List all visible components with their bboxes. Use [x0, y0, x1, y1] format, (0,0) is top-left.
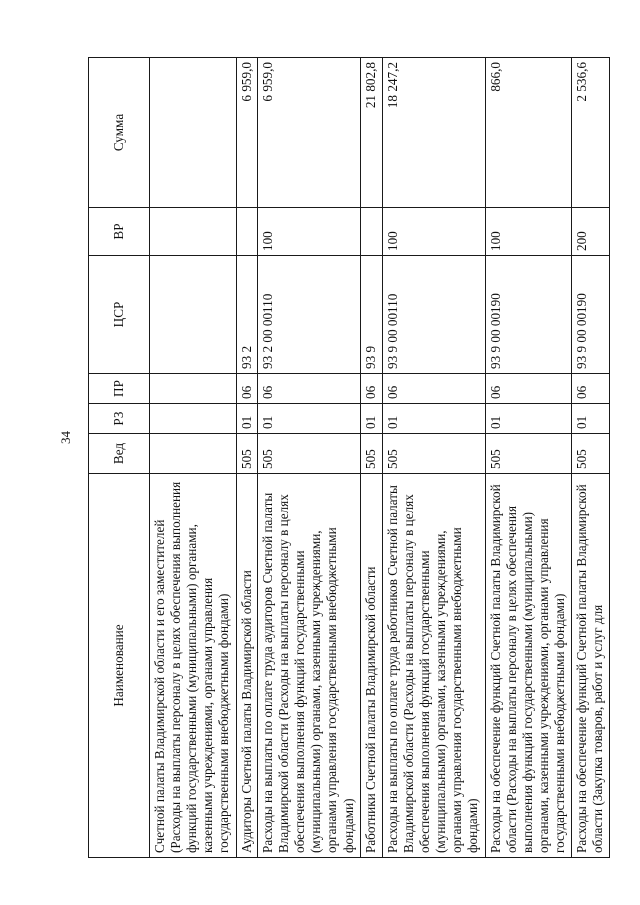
- cell-pr: 06: [236, 374, 257, 404]
- cell-name: Расходы на выплаты по оплате труда работников Счетной палаты Владимирской области (Расходы на выплаты персоналу в целях обеспечения выполнения функций государственными (муниципальными) органами, казенными учреждениями, органами управления государственными внебюджетными фондами): [382, 474, 485, 858]
- cell-csr: 93 2: [236, 256, 257, 374]
- header-vr: ВР: [89, 208, 150, 256]
- table-row: [236, 58, 257, 858]
- cell-rz: 01: [572, 404, 610, 434]
- cell-pr: 06: [258, 374, 361, 404]
- cell-csr: 93 2 00 00110: [258, 256, 361, 374]
- cell-rz: 01: [361, 404, 382, 434]
- header-ved: Вед: [89, 434, 150, 474]
- table-row: [258, 58, 361, 858]
- cell-csr: [150, 256, 237, 374]
- cell-name: Расходы на обеспечение функций Счетной палаты Владимирской области (Расходы на выплаты персоналу в целях обеспечения выполнения функций государственными (муниципальными) органами, казенными учреждениями, органами управления государственными внебюджетными фондами): [485, 474, 572, 858]
- cell-vr: [150, 208, 237, 256]
- page-number: 34: [58, 431, 73, 444]
- cell-ved: [150, 434, 237, 474]
- cell-ved: 505: [236, 434, 257, 474]
- cell-vr: 200: [572, 208, 610, 256]
- cell-vr: 100: [382, 208, 485, 256]
- table-row: [361, 58, 382, 858]
- cell-name: Расходы на обеспечение функций Счетной палаты Владимирской области (Закупка товаров, работ и услуг для: [572, 474, 610, 858]
- cell-sum: 2 536,6: [572, 58, 610, 208]
- cell-csr: 93 9 00 00110: [382, 256, 485, 374]
- cell-name: Расходы на выплаты по оплате труда аудиторов Счетной палаты Владимирской области (Расходы на выплаты персоналу в целях обеспечения выполнения функций государственными (муниципальными) органами, казенными учреждениями, органами управления государственными внебюджетными фондами): [258, 474, 361, 858]
- cell-sum: 6 959,0: [258, 58, 361, 208]
- table-row: [572, 58, 610, 858]
- cell-sum: 18 247,2: [382, 58, 485, 208]
- header-pr: ПР: [89, 374, 150, 404]
- cell-vr: 100: [485, 208, 572, 256]
- cell-pr: 06: [382, 374, 485, 404]
- budget-table: [88, 57, 610, 858]
- cell-ved: 505: [572, 434, 610, 474]
- rotated-table-container: [88, 58, 610, 858]
- header-rz: РЗ: [89, 404, 150, 434]
- header-sum: Сумма: [89, 58, 150, 208]
- table-row: [382, 58, 485, 858]
- cell-sum: [150, 58, 237, 208]
- cell-sum: 866,0: [485, 58, 572, 208]
- cell-csr: 93 9 00 00190: [572, 256, 610, 374]
- cell-rz: 01: [485, 404, 572, 434]
- table-row: [150, 58, 237, 858]
- cell-csr: 93 9 00 00190: [485, 256, 572, 374]
- cell-pr: 06: [572, 374, 610, 404]
- table-row: [485, 58, 572, 858]
- cell-name: Аудиторы Счетной палаты Владимирской области: [236, 474, 257, 858]
- cell-sum: 21 802,8: [361, 58, 382, 208]
- cell-rz: 01: [382, 404, 485, 434]
- table-header-row: [89, 58, 150, 858]
- cell-pr: 06: [485, 374, 572, 404]
- cell-pr: 06: [361, 374, 382, 404]
- header-csr: ЦСР: [89, 256, 150, 374]
- cell-ved: 505: [382, 434, 485, 474]
- header-name: Наименование: [89, 474, 150, 858]
- cell-ved: 505: [258, 434, 361, 474]
- cell-name: Счетной палаты Владимирской области и его заместителей (Расходы на выплаты персоналу в целях обеспечения выполнения функций государственными (муниципальными) органами, казенными учреждениями, органами управления государственными внебюджетными фондами): [150, 474, 237, 858]
- cell-pr: [150, 374, 237, 404]
- cell-csr: 93 9: [361, 256, 382, 374]
- cell-rz: [150, 404, 237, 434]
- cell-ved: 505: [485, 434, 572, 474]
- cell-vr: [361, 208, 382, 256]
- cell-sum: 6 959,0: [236, 58, 257, 208]
- cell-vr: [236, 208, 257, 256]
- cell-name: Работники Счетной палаты Владимирской области: [361, 474, 382, 858]
- cell-rz: 01: [236, 404, 257, 434]
- cell-rz: 01: [258, 404, 361, 434]
- cell-vr: 100: [258, 208, 361, 256]
- cell-ved: 505: [361, 434, 382, 474]
